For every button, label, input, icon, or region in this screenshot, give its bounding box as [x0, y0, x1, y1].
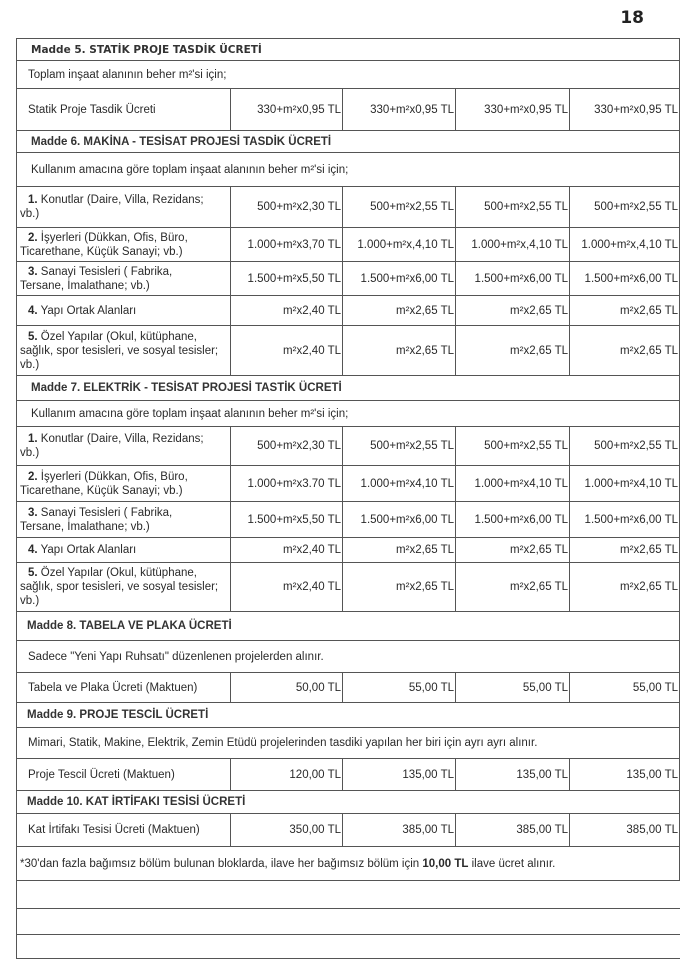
label-text: vb.) [20, 447, 40, 459]
table-row [17, 502, 680, 538]
footnote-text: *30'dan fazla bağımsız bölüm bulunan bloklarda, ilave her bağımsız bölüm için [20, 857, 423, 870]
table-row [17, 759, 680, 791]
section-note: Mimari, Statik, Makine, Elektrik, Zemin Etüdü projelerinden tasdiki yapılan her biri için ayrı ayrı alınır. [17, 728, 680, 759]
fee-value: 120,00 TL [231, 759, 343, 791]
label-text: İşyerleri (Dükkan, Ofis, Büro, [37, 470, 188, 483]
fee-value: 1.000+m²x,4,10 TL [343, 228, 456, 262]
fee-table [16, 38, 680, 959]
fee-value: 50,00 TL [231, 673, 343, 703]
fee-value: 500+m²x2,55 TL [343, 427, 456, 466]
label-text: Yapı Ortak Alanları [37, 304, 137, 317]
label-text: Tersane, İmalathane; vb.) [20, 279, 150, 292]
fee-value: 1.500+m²x6,00 TL [570, 262, 680, 296]
footnote-amount: 10,00 TL [422, 857, 469, 870]
item-number: 5. [28, 330, 38, 343]
item-number: 3. [28, 506, 38, 519]
section-title: Madde 10. KAT İRTİFAKI TESİSİ ÜCRETİ [17, 791, 680, 814]
fee-value: m²x2,65 TL [570, 538, 680, 563]
row-label: Tabela ve Plaka Ücreti (Maktuen) [17, 673, 231, 703]
blank-row [17, 881, 680, 909]
row-label [17, 466, 231, 502]
item-number: 2. [28, 470, 38, 483]
item-number: 1. [28, 194, 38, 206]
section-note: Kullanım amacına göre toplam inşaat alanının beher m²'si için; [17, 401, 680, 427]
label-text: sağlık, spor tesisleri, ve sosyal tesisler; vb.) [20, 581, 219, 607]
label-text: sağlık, spor tesisleri, ve sosyal tesisler; vb.) [20, 344, 219, 371]
section-title: Madde 8. TABELA VE PLAKA ÜCRETİ [17, 612, 680, 641]
fee-value: m²x2,65 TL [456, 563, 570, 612]
fee-value: m²x2,65 TL [343, 326, 456, 376]
fee-value: m²x2,65 TL [343, 296, 456, 326]
table-row [17, 296, 680, 326]
row-label: Kat İrtifakı Tesisi Ücreti (Maktuen) [17, 814, 231, 847]
section-note-row [17, 641, 680, 673]
section-header-madde-10 [17, 791, 680, 814]
label-text: Ticarethane, Küçük Sanayi; vb.) [20, 245, 183, 258]
item-number: 5. [28, 567, 38, 579]
fee-value: 1.500+m²x6,00 TL [570, 502, 680, 538]
row-label: Statik Proje Tasdik Ücreti [17, 89, 231, 131]
fee-value: 1.500+m²x6,00 TL [456, 262, 570, 296]
fee-value: 330+m²x0,95 TL [456, 89, 570, 131]
table-row [17, 228, 680, 262]
fee-value: 1.000+m²x4,10 TL [456, 466, 570, 502]
fee-value: 500+m²x2,55 TL [456, 187, 570, 228]
section-title: Madde 9. PROJE TESCİL ÜCRETİ [17, 703, 680, 728]
section-title: Madde 5. STATİK PROJE TASDİK ÜCRETİ [17, 39, 680, 61]
fee-value: m²x2,65 TL [570, 296, 680, 326]
label-text: İşyerleri (Dükkan, Ofis, Büro, [37, 231, 188, 244]
fee-value: 330+m²x0,95 TL [231, 89, 343, 131]
fee-value: 330+m²x0,95 TL [570, 89, 680, 131]
fee-value: 1.000+m²x3.70 TL [231, 466, 343, 502]
fee-value: 135,00 TL [456, 759, 570, 791]
blank-row [17, 935, 680, 959]
section-title: Madde 7. ELEKTRİK - TESİSAT PROJESİ TASTİK ÜCRETİ [17, 376, 680, 401]
fee-value: 1.000+m²x,4,10 TL [456, 228, 570, 262]
footnote-text: ilave ücret alınır. [468, 857, 556, 870]
fee-value: 500+m²x2,55 TL [343, 187, 456, 228]
fee-value: m²x2,40 TL [231, 538, 343, 563]
fee-value: m²x2,65 TL [456, 296, 570, 326]
label-text: Tersane, İmalathane; vb.) [20, 520, 150, 533]
label-text: Sanayi Tesisleri ( Fabrika, [37, 265, 173, 278]
fee-value: 385,00 TL [570, 814, 680, 847]
section-title: Madde 6. MAKİNA - TESİSAT PROJESİ TASDİK ÜCRETİ [17, 131, 680, 153]
fee-value: m²x2,65 TL [343, 538, 456, 563]
item-number: 3. [28, 265, 38, 278]
fee-value: 135,00 TL [343, 759, 456, 791]
fee-value: 350,00 TL [231, 814, 343, 847]
row-label [17, 563, 231, 612]
row-label [17, 262, 231, 296]
table-row [17, 326, 680, 376]
fee-value: 500+m²x2,55 TL [570, 427, 680, 466]
item-number: 2. [28, 231, 38, 244]
table-row [17, 89, 680, 131]
blank-cell [17, 881, 680, 909]
table-row [17, 187, 680, 228]
item-number: 4. [28, 304, 38, 317]
row-label [17, 538, 231, 563]
footnote-row [17, 847, 680, 881]
section-header-madde-8 [17, 612, 680, 641]
label-text: Özel Yapılar (Okul, kütüphane, [37, 567, 197, 579]
fee-value: m²x2,65 TL [343, 563, 456, 612]
footnote [17, 847, 680, 881]
table-row [17, 262, 680, 296]
fee-value: m²x2,40 TL [231, 296, 343, 326]
section-note-row [17, 153, 680, 187]
section-note: Kullanım amacına göre toplam inşaat alanının beher m²'si için; [17, 153, 680, 187]
table-row [17, 466, 680, 502]
fee-value: 330+m²x0,95 TL [343, 89, 456, 131]
section-note-row [17, 728, 680, 759]
fee-value: m²x2,40 TL [231, 563, 343, 612]
blank-cell [17, 935, 680, 959]
fee-value: 1.000+m²x,4,10 TL [570, 228, 680, 262]
item-number: 4. [28, 544, 38, 556]
row-label [17, 326, 231, 376]
table-row [17, 538, 680, 563]
fee-value: m²x2,65 TL [570, 326, 680, 376]
fee-value: m²x2,65 TL [456, 326, 570, 376]
table-row [17, 427, 680, 466]
table-row [17, 563, 680, 612]
section-header-madde-6 [17, 131, 680, 153]
fee-value: 385,00 TL [343, 814, 456, 847]
row-label [17, 187, 231, 228]
fee-value: 1.500+m²x5,50 TL [231, 262, 343, 296]
fee-value: 385,00 TL [456, 814, 570, 847]
label-text: Konutlar (Daire, Villa, Rezidans; [37, 433, 204, 445]
fee-value: 500+m²x2,30 TL [231, 427, 343, 466]
row-label [17, 228, 231, 262]
label-text: Konutlar (Daire, Villa, Rezidans; [37, 194, 204, 206]
label-text: Özel Yapılar (Okul, kütüphane, [37, 330, 197, 343]
fee-value: m²x2,65 TL [456, 538, 570, 563]
section-note-row [17, 61, 680, 89]
fee-value: 55,00 TL [570, 673, 680, 703]
fee-value: 1.000+m²x4,10 TL [343, 466, 456, 502]
row-label: Proje Tescil Ücreti (Maktuen) [17, 759, 231, 791]
section-header-madde-9 [17, 703, 680, 728]
fee-value: 135,00 TL [570, 759, 680, 791]
label-text: Ticarethane, Küçük Sanayi; vb.) [20, 484, 183, 497]
table-row [17, 814, 680, 847]
section-header-madde-5 [17, 39, 680, 61]
fee-value: 1.500+m²x5,50 TL [231, 502, 343, 538]
section-note: Sadece "Yeni Yapı Ruhsatı" düzenlenen projelerden alınır. [17, 641, 680, 673]
blank-row [17, 909, 680, 935]
table-row [17, 673, 680, 703]
fee-value: 1.000+m²x3,70 TL [231, 228, 343, 262]
blank-cell [17, 909, 680, 935]
section-note-row [17, 401, 680, 427]
section-note: Toplam inşaat alanının beher m²'si için; [17, 61, 680, 89]
section-header-madde-7 [17, 376, 680, 401]
fee-value: 1.500+m²x6,00 TL [343, 262, 456, 296]
label-text: Sanayi Tesisleri ( Fabrika, [37, 506, 173, 519]
fee-value: 500+m²x2,55 TL [570, 187, 680, 228]
row-label [17, 427, 231, 466]
fee-value: 1.000+m²x4,10 TL [570, 466, 680, 502]
row-label [17, 296, 231, 326]
fee-value: 55,00 TL [343, 673, 456, 703]
label-text: Yapı Ortak Alanları [37, 544, 137, 556]
page-number: 18 [620, 8, 644, 28]
fee-value: 1.500+m²x6,00 TL [343, 502, 456, 538]
item-number: 1. [28, 433, 38, 445]
fee-value: 55,00 TL [456, 673, 570, 703]
row-label [17, 502, 231, 538]
fee-value: m²x2,65 TL [570, 563, 680, 612]
fee-value: m²x2,40 TL [231, 326, 343, 376]
label-text: vb.) [20, 208, 40, 220]
fee-value: 500+m²x2,55 TL [456, 427, 570, 466]
fee-value: 500+m²x2,30 TL [231, 187, 343, 228]
fee-value: 1.500+m²x6,00 TL [456, 502, 570, 538]
